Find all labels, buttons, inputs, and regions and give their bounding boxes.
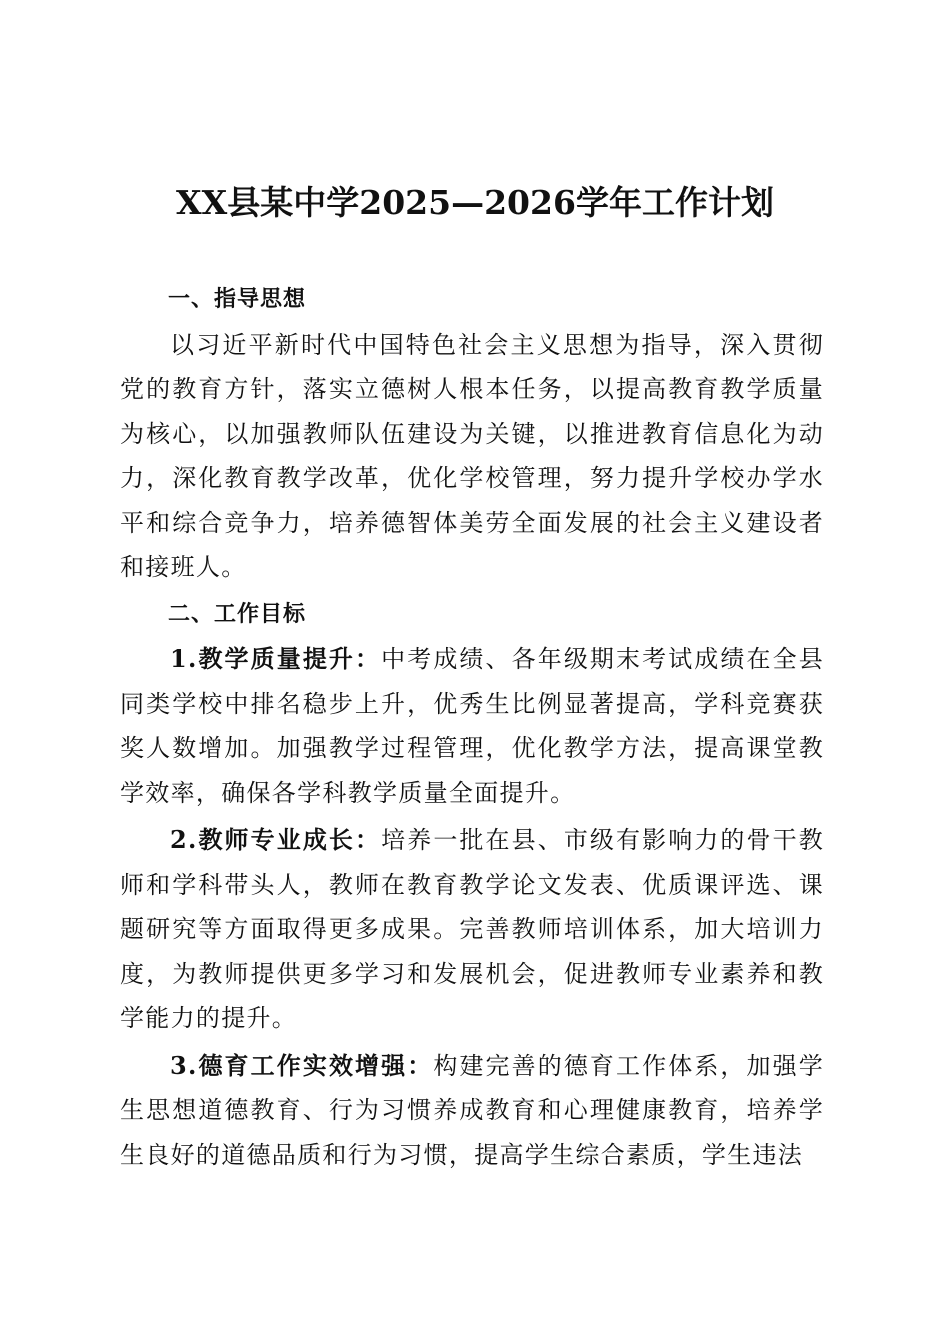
paragraph-moral-education	[120, 1044, 824, 1178]
document-title: XX县某中学2025—2026学年工作计划	[176, 183, 774, 222]
paragraph-teacher-growth	[120, 818, 824, 1041]
paragraph-text: 构建完善的德育工作体系，加强学生思想道德教育、行为习惯养成教育和心理健康教育，培养学生良好的道德品质和行为习惯，提高学生综合素质，学生违法	[120, 1051, 825, 1169]
paragraph-lead: 3.德育工作实效增强：	[170, 1050, 434, 1080]
paragraph-lead: 2.教师专业成长：	[170, 825, 382, 854]
paragraph-text: 培养一批在县、市级有影响力的骨干教师和学科带头人，教师在教育教学论文发表、优质课评选、课题研究等方面取得更多成果。完善教师培训体系，加大培训力度，为教师提供更多学习和发展机会，促进教师专业素养和教学能力的提升。	[120, 826, 824, 1032]
paragraph-teaching-quality	[120, 637, 824, 815]
section-heading-work-goals: 二、工作目标	[168, 601, 307, 627]
document-body	[120, 278, 824, 1177]
paragraph-text: 以习近平新时代中国特色社会主义思想为指导，深入贯彻党的教育方针，落实立德树人根本任务，以提高教育教学质量为核心，以加强教师队伍建设为关键，以推进教育信息化为动力，深化教育教学改革，优化学校管理，努力提升学校办学水平和综合竞争力，培养德智体美劳全面发展的社会主义建设者和接班人。	[120, 330, 824, 581]
paragraph-text: 中考成绩、各年级期末考试成绩在全县同类学校中排名稳步上升，优秀生比例显著提高，学科竞赛获奖人数增加。加强教学过程管理，优化教学方法，提高课堂教学效率，确保各学科教学质量全面提升。	[120, 645, 824, 807]
paragraph-lead: 1.教学质量提升：	[170, 644, 382, 673]
paragraph-guiding-thought	[120, 323, 824, 590]
section-heading-guiding-thought: 一、指导思想	[168, 287, 307, 312]
